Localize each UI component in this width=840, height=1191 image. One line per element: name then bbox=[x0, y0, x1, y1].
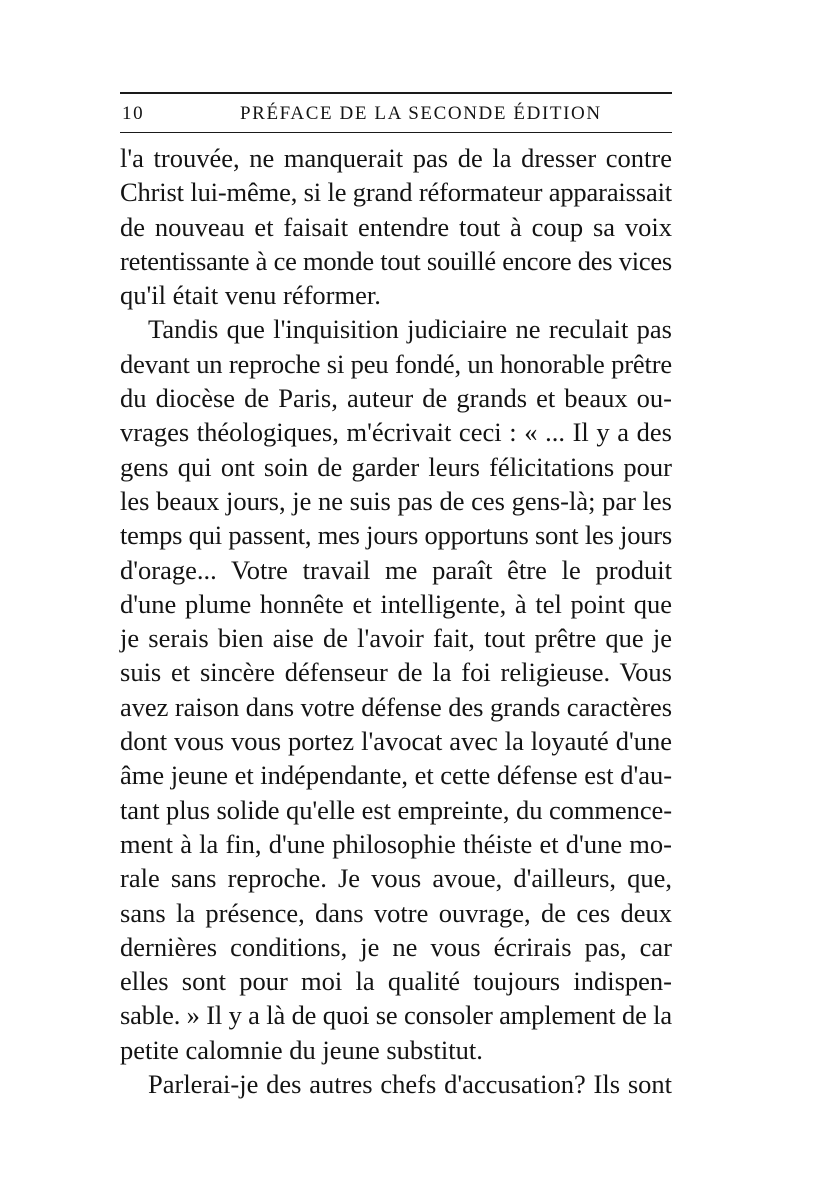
page-number: 10 bbox=[122, 103, 145, 124]
text-line: temps qui passent, mes jours opportuns sont les jours bbox=[120, 520, 672, 551]
text-line: devant un reproche si peu fondé, un honorable prêtre bbox=[120, 348, 672, 379]
text-line: ment à la fin, d'une philosophie théiste et d'une mo- bbox=[120, 828, 672, 859]
text-line: Tandis que l'inquisition judiciaire ne reculait pas bbox=[148, 314, 672, 345]
text-line: tant plus solide qu'elle est empreinte, du commence- bbox=[120, 794, 672, 825]
text-line: d'orage... Votre travail me paraît être le produit bbox=[120, 554, 672, 585]
text-line: l'a trouvée, ne manquerait pas de la dresser contre bbox=[120, 143, 672, 173]
text-line: avez raison dans votre défense des grands caractères bbox=[120, 691, 672, 722]
text-line: vrages théologiques, m'écrivait ceci : « ... Il y a des bbox=[120, 417, 672, 448]
text-line: petite calomnie du jeune substitut. bbox=[120, 1034, 483, 1065]
text-line: dernières conditions, je ne vous écrirais pas, car bbox=[120, 931, 672, 962]
text-line: du diocèse de Paris, auteur de grands et beaux ou- bbox=[120, 383, 672, 414]
text-line: gens qui ont soin de garder leurs félicitations pour bbox=[120, 451, 672, 482]
text-line: elles sont pour moi la qualité toujours indispen- bbox=[120, 966, 672, 997]
text-line: de nouveau et faisait entendre tout à coup sa voix bbox=[120, 211, 672, 242]
running-head bbox=[120, 94, 672, 132]
text-line: Parlerai-je des autres chefs d'accusation? Ils sont bbox=[148, 1069, 672, 1100]
text-line: d'une plume honnête et intelligente, à tel point que bbox=[120, 588, 672, 619]
text-line: dont vous vous portez l'avocat avec la loyauté d'une bbox=[120, 726, 672, 757]
book-page bbox=[120, 92, 672, 1101]
text-line: sable. » Il y a là de quoi se consoler amplement de la bbox=[120, 1000, 672, 1031]
text-line: sans la présence, dans votre ouvrage, de ces deux bbox=[120, 897, 672, 928]
text-line: qu'il était venu réformer. bbox=[120, 280, 381, 311]
text-line: retentissante à ce monde tout souillé encore des vices bbox=[120, 245, 672, 276]
body-text bbox=[120, 141, 672, 1101]
running-title: PRÉFACE DE LA SECONDE ÉDITION bbox=[240, 103, 602, 124]
text-line: rale sans reproche. Je vous avoue, d'ailleurs, que, bbox=[120, 863, 672, 894]
text-line: suis et sincère défenseur de la foi religieuse. Vous bbox=[120, 657, 672, 688]
text-line: je serais bien aise de l'avoir fait, tout prêtre que je bbox=[120, 623, 672, 654]
text-line: âme jeune et indépendante, et cette défense est d'au- bbox=[120, 760, 672, 791]
text-line: les beaux jours, je ne suis pas de ces gens-là; par les bbox=[120, 485, 672, 516]
text-line: Christ lui-même, si le grand réformateur apparaissait bbox=[120, 177, 672, 208]
header-rule-bottom bbox=[120, 132, 672, 133]
